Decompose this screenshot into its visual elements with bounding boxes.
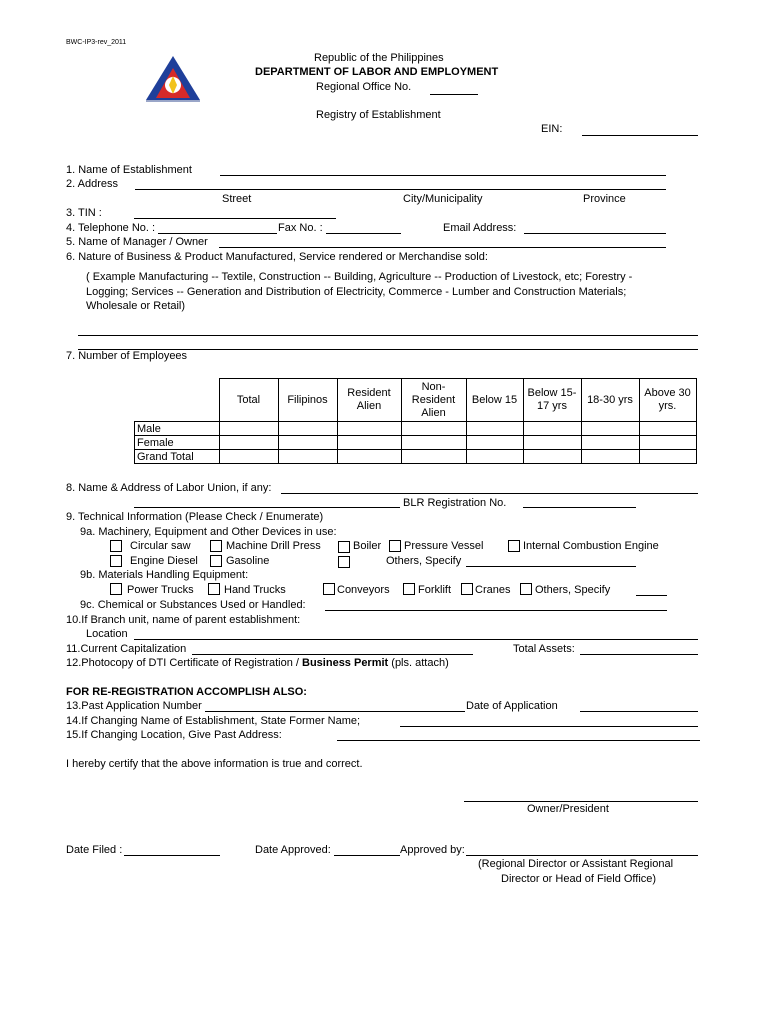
section-9a: 9a. Machinery, Equipment and Other Devices in use:	[80, 526, 337, 538]
cell[interactable]	[639, 422, 696, 436]
col-non-resident-alien: Non-Resident Alien	[401, 379, 466, 422]
tin-label: 3. TIN :	[66, 207, 102, 219]
date-filed-label: Date Filed :	[66, 844, 123, 856]
cell[interactable]	[401, 450, 466, 464]
owner-president-caption: Owner/President	[527, 803, 609, 815]
conveyors-checkbox[interactable]	[323, 583, 335, 595]
cell[interactable]	[337, 436, 401, 450]
form-code: BWC-IP3-rev_2011	[66, 39, 127, 46]
cell[interactable]	[523, 450, 581, 464]
cell[interactable]	[523, 436, 581, 450]
tin-field[interactable]	[134, 218, 336, 219]
machinery-others-field[interactable]	[466, 566, 636, 567]
circular-saw-label: Circular saw	[130, 540, 191, 552]
col-resident-alien: Resident Alien	[337, 379, 401, 422]
telephone-field[interactable]	[158, 233, 277, 234]
location-label: Location	[86, 628, 128, 640]
name-field[interactable]	[220, 175, 666, 176]
nature-example-1: ( Example Manufacturing -- Textile, Construction -- Building, Agriculture -- Production of Livestock, etc; Forestry -	[86, 271, 633, 283]
cell[interactable]	[278, 450, 337, 464]
cranes-checkbox[interactable]	[461, 583, 473, 595]
date-approved-label: Date Approved:	[255, 844, 331, 856]
cranes-label: Cranes	[475, 584, 511, 596]
fax-label: Fax No. :	[278, 222, 323, 234]
boiler-label: Boiler	[353, 540, 382, 552]
former-name-field[interactable]	[400, 726, 698, 727]
col-above-30: Above 30 yrs.	[639, 379, 696, 422]
city-caption: City/Municipality	[403, 193, 483, 205]
drill-press-label: Machine Drill Press	[226, 540, 321, 552]
hand-trucks-label: Hand Trucks	[224, 584, 286, 596]
cell[interactable]	[466, 450, 523, 464]
handling-others-field[interactable]	[636, 595, 667, 596]
total-assets-field[interactable]	[580, 654, 698, 655]
regional-office-field[interactable]	[430, 94, 478, 95]
forklift-checkbox[interactable]	[403, 583, 415, 595]
row-label-female: Female	[135, 436, 220, 450]
pressure-vessel-checkbox[interactable]	[389, 540, 401, 552]
cell[interactable]	[337, 422, 401, 436]
reregistration-title: FOR RE-REGISTRATION ACCOMPLISH ALSO:	[66, 686, 307, 698]
cell[interactable]	[466, 422, 523, 436]
cell[interactable]	[466, 436, 523, 450]
approved-by-field[interactable]	[466, 855, 698, 856]
col-18-30: 18-30 yrs	[581, 379, 639, 422]
capitalization-label: 11.Current Capitalization	[66, 643, 187, 655]
cell[interactable]	[639, 436, 696, 450]
address-label: 2. Address	[66, 178, 118, 190]
approver-note-1: (Regional Director or Assistant Regional	[478, 858, 674, 870]
past-number-label: 13.Past Application Number	[66, 700, 202, 712]
cell[interactable]	[337, 450, 401, 464]
dti-text: 12.Photocopy of DTI Certificate of Registration /	[66, 657, 303, 669]
nature-example-2: Logging; Services -- Generation and Distribution of Electricity, Commerce - Lumber and Construction Materials;	[86, 286, 627, 298]
dti-attach-text: (pls. attach)	[388, 657, 449, 669]
cell[interactable]	[278, 436, 337, 450]
cell[interactable]	[219, 422, 278, 436]
branch-label: 10.If Branch unit, name of parent establishment:	[66, 614, 301, 626]
signature-field[interactable]	[464, 801, 698, 802]
union-field-1[interactable]	[281, 493, 698, 494]
past-number-field[interactable]	[205, 711, 465, 712]
handling-others-checkbox[interactable]	[520, 583, 532, 595]
capitalization-field[interactable]	[192, 654, 473, 655]
province-caption: Province	[583, 193, 626, 205]
ein-field[interactable]	[582, 135, 698, 136]
col-total: Total	[219, 379, 278, 422]
handling-others-label: Others, Specify	[535, 584, 611, 596]
email-field[interactable]	[524, 233, 666, 234]
power-trucks-checkbox[interactable]	[110, 583, 122, 595]
regional-office-label: Regional Office No.	[316, 81, 412, 93]
employee-table	[134, 378, 697, 464]
cell[interactable]	[401, 422, 466, 436]
ic-engine-label: Internal Combustion Engine	[523, 540, 659, 552]
union-field-2[interactable]	[134, 507, 400, 508]
total-assets-label: Total Assets:	[513, 643, 575, 655]
pressure-vessel-label: Pressure Vessel	[404, 540, 484, 552]
gasoline-checkbox[interactable]	[210, 555, 222, 567]
name-label: 1. Name of Establishment	[66, 164, 192, 176]
cell[interactable]	[639, 450, 696, 464]
blr-field[interactable]	[523, 507, 636, 508]
cell[interactable]	[523, 422, 581, 436]
cell[interactable]	[581, 436, 639, 450]
cell[interactable]	[219, 450, 278, 464]
street-caption: Street	[222, 193, 252, 205]
conveyors-label: Conveyors	[337, 584, 390, 596]
approver-note-2: Director or Head of Field Office)	[501, 873, 657, 885]
boiler-checkbox[interactable]	[338, 541, 350, 553]
table-row	[135, 436, 697, 450]
date-application-label: Date of Application	[466, 700, 558, 712]
machinery-others-label: Others, Specify	[386, 555, 462, 567]
dti-line	[66, 657, 449, 670]
cell[interactable]	[278, 422, 337, 436]
row-label-male: Male	[135, 422, 220, 436]
date-filed-field[interactable]	[124, 855, 220, 856]
blr-label: BLR Registration No.	[403, 497, 507, 509]
date-application-field[interactable]	[580, 711, 698, 712]
cell[interactable]	[219, 436, 278, 450]
nature-example-3: Wholesale or Retail)	[86, 300, 186, 312]
section-9c: 9c. Chemical or Substances Used or Handled:	[80, 599, 306, 611]
location-field[interactable]	[134, 639, 698, 640]
engine-diesel-label: Engine Diesel	[130, 555, 198, 567]
technical-title: 9. Technical Information (Please Check / Enumerate)	[66, 511, 324, 523]
registry-title: Registry of Establishment	[316, 109, 441, 121]
engine-diesel-checkbox[interactable]	[110, 555, 122, 567]
manager-label: 5. Name of Manager / Owner	[66, 236, 208, 248]
power-trucks-label: Power Trucks	[127, 584, 194, 596]
republic-text: Republic of the Philippines	[314, 52, 444, 64]
drill-press-checkbox[interactable]	[210, 540, 222, 552]
date-approved-field[interactable]	[334, 855, 400, 856]
department-title: DEPARTMENT OF LABOR AND EMPLOYMENT	[255, 66, 499, 78]
business-permit-text: Business Permit	[302, 657, 389, 669]
chemicals-field[interactable]	[325, 610, 667, 611]
circular-saw-checkbox[interactable]	[110, 540, 122, 552]
forklift-label: Forklift	[418, 584, 451, 596]
former-name-label: 14.If Changing Name of Establishment, State Former Name;	[66, 715, 361, 727]
section-9b: 9b. Materials Handling Equipment:	[80, 569, 249, 581]
approved-by-label: Approved by:	[400, 844, 465, 856]
nature-field-1[interactable]	[78, 335, 698, 336]
table-row	[135, 450, 697, 464]
hand-trucks-checkbox[interactable]	[208, 583, 220, 595]
union-label: 8. Name & Address of Labor Union, if any:	[66, 482, 272, 494]
table-row	[135, 422, 697, 436]
nature-label: 6. Nature of Business & Product Manufactured, Service rendered or Merchandise sold:	[66, 251, 488, 263]
cell[interactable]	[581, 422, 639, 436]
ic-engine-checkbox[interactable]	[508, 540, 520, 552]
ein-label: EIN:	[541, 123, 563, 135]
row-label-grand-total: Grand Total	[135, 450, 220, 464]
col-filipinos: Filipinos	[278, 379, 337, 422]
dole-logo-icon	[144, 54, 202, 104]
cell[interactable]	[401, 436, 466, 450]
employees-label: 7. Number of Employees	[66, 350, 188, 362]
certify-text: I hereby certify that the above information is true and correct.	[66, 758, 363, 770]
fax-field[interactable]	[326, 233, 401, 234]
table-corner	[135, 379, 220, 422]
past-address-field[interactable]	[337, 740, 700, 741]
gasoline-label: Gasoline	[226, 555, 270, 567]
address-field[interactable]	[135, 189, 666, 190]
machinery-others-checkbox[interactable]	[338, 556, 350, 568]
email-label: Email Address:	[443, 222, 517, 234]
past-address-label: 15.If Changing Location, Give Past Address:	[66, 729, 282, 741]
cell[interactable]	[581, 450, 639, 464]
manager-field[interactable]	[219, 247, 666, 248]
col-below-15: Below 15	[466, 379, 523, 422]
col-below-15-17: Below 15-17 yrs	[523, 379, 581, 422]
telephone-label: 4. Telephone No. :	[66, 222, 156, 234]
